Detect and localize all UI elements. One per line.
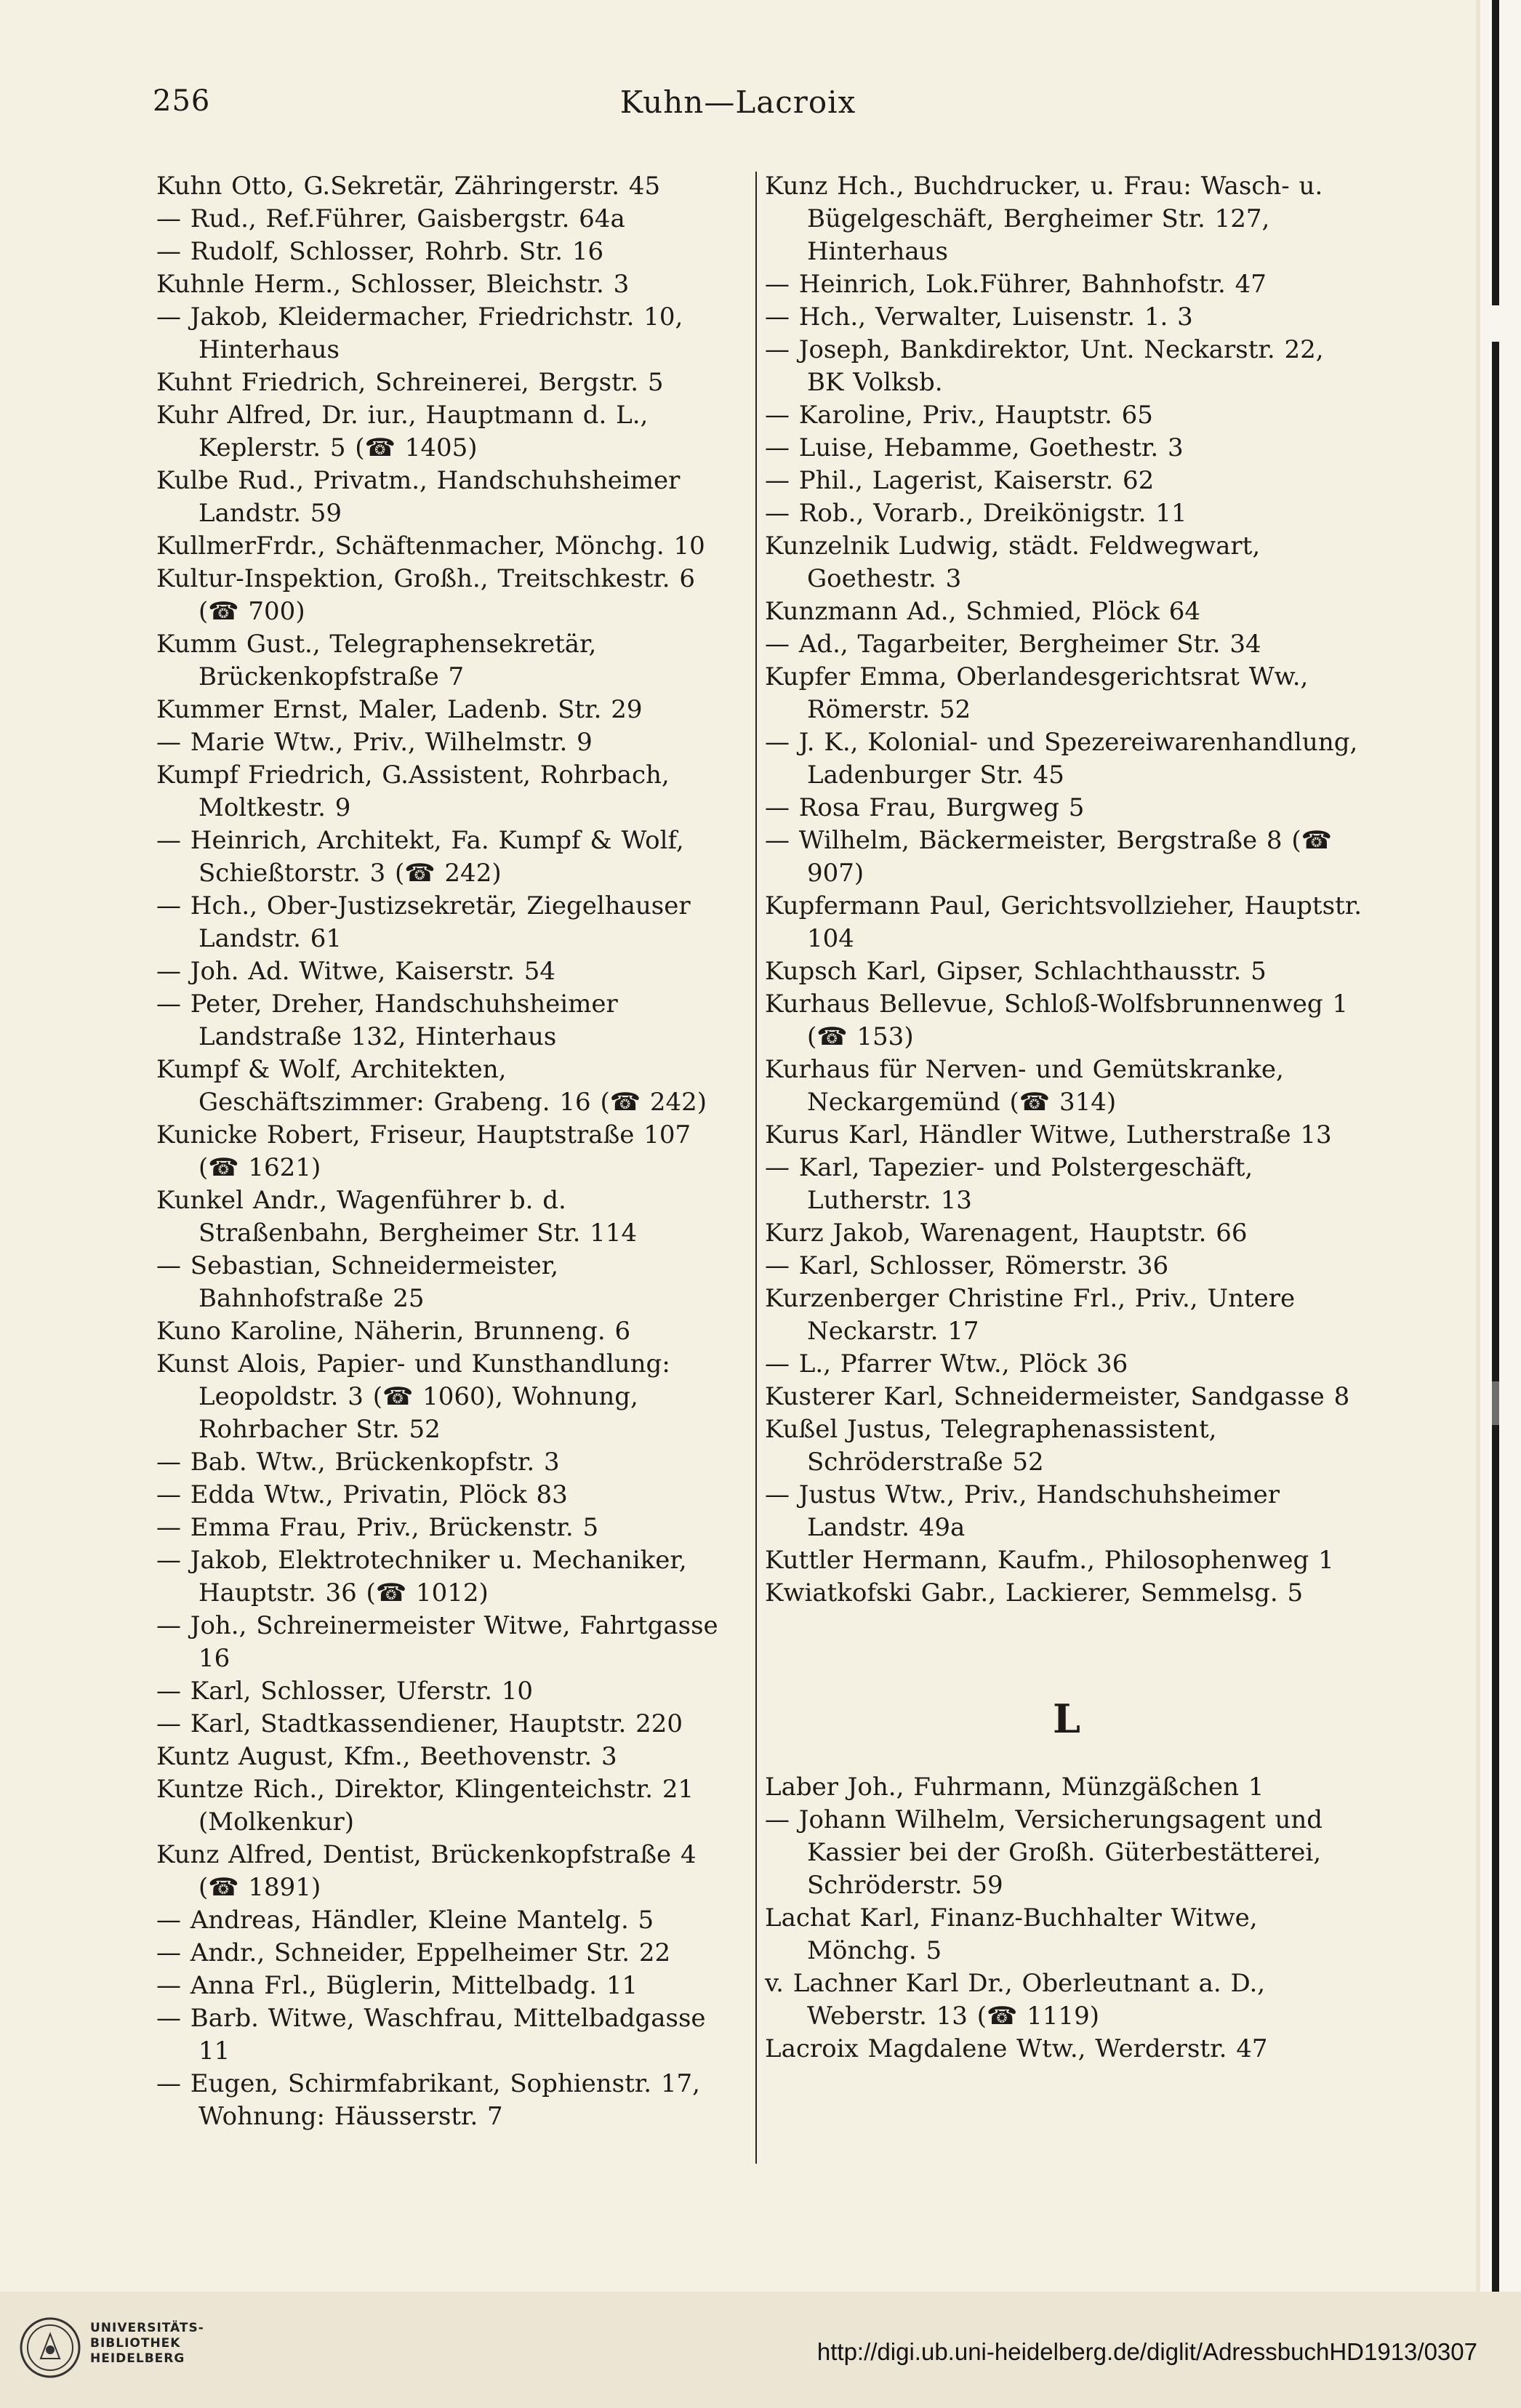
directory-entry: — Hch., Verwalter, Luisenstr. 1. 3: [765, 302, 1193, 332]
directory-entry: Kunicke Robert, Friseur, Hauptstraße 107 (☎ 1621): [156, 1120, 691, 1182]
directory-entry: Kumm Gust., Telegraphensekretär, Brückenkopfstraße 7: [156, 630, 597, 691]
directory-entry: Kumpf Friedrich, G.Assistent, Rohrbach, Moltkestr. 9: [156, 760, 670, 822]
directory-entry: Kuno Karoline, Näherin, Brunneng. 6: [156, 1317, 631, 1346]
directory-entry: — Rob., Vorarb., Dreikönigstr. 11: [765, 499, 1187, 528]
source-url-link[interactable]: http://digi.ub.uni-heidelberg.de/diglit/AdressbuchHD1913/0307: [816, 2338, 1477, 2365]
directory-entry: — Karl, Stadtkassendiener, Hauptstr. 220: [156, 1709, 683, 1738]
directory-entry: — Hch., Ober-Justizsekretär, Ziegelhauser Landstr. 61: [156, 891, 691, 953]
directory-entry: — Wilhelm, Bäckermeister, Bergstraße 8 (☎ 907): [765, 826, 1332, 888]
directory-entry: — Jakob, Elektrotechniker u. Mechaniker, Hauptstr. 36 (☎ 1012): [156, 1546, 687, 1608]
directory-entry: Kunz Hch., Buchdrucker, u. Frau: Wasch- u. Bügelgeschäft, Bergheimer Str. 127, Hinterhaus: [765, 172, 1323, 266]
directory-entry: Kunzelnik Ludwig, städt. Feldwegwart, Goethestr. 3: [765, 531, 1261, 593]
directory-entry: — L., Pfarrer Wtw., Plöck 36: [765, 1349, 1128, 1378]
directory-entry: Kuhnt Friedrich, Schreinerei, Bergstr. 5: [156, 368, 664, 397]
directory-entry: Kupsch Karl, Gipser, Schlachthausstr. 5: [765, 957, 1267, 986]
directory-entry: — Barb. Witwe, Waschfrau, Mittelbadgasse 11: [156, 2004, 706, 2066]
library-logo-text: [90, 2321, 204, 2367]
directory-entry: — Andr., Schneider, Eppelheimer Str. 22: [156, 1938, 671, 1967]
directory-entry: — Karl, Schlosser, Römerstr. 36: [765, 1251, 1169, 1280]
directory-entry: — Edda Wtw., Privatin, Plöck 83: [156, 1480, 568, 1509]
running-head: Kuhn—Lacroix: [619, 84, 856, 120]
directory-entry: Kumpf & Wolf, Architekten, Geschäftszimmer: Grabeng. 16 (☎ 242): [156, 1055, 707, 1117]
logo-line: BIBLIOTHEK: [90, 2336, 181, 2351]
directory-entry: Laber Joh., Fuhrmann, Münzgäßchen 1: [765, 1773, 1264, 1802]
directory-entry: — Andreas, Händler, Kleine Mantelg. 5: [156, 1906, 654, 1935]
right-column-entries: [765, 170, 1368, 1610]
directory-entry: Kwiatkofski Gabr., Lackierer, Semmelsg. 5: [765, 1578, 1304, 1608]
column-divider: [755, 172, 757, 2164]
directory-entry: Kurus Karl, Händler Witwe, Lutherstraße 13: [765, 1120, 1332, 1149]
directory-entry: Kurz Jakob, Warenagent, Hauptstr. 66: [765, 1219, 1248, 1248]
directory-entry: Kußel Justus, Telegraphenassistent, Schröderstraße 52: [765, 1415, 1217, 1477]
directory-entry: Kuhr Alfred, Dr. iur., Hauptmann d. L., Keplerstr. 5 (☎ 1405): [156, 401, 649, 462]
directory-entry: Kunkel Andr., Wagenführer b. d. Straßenbahn, Bergheimer Str. 114: [156, 1186, 638, 1248]
directory-entry: — Bab. Wtw., Brückenkopfstr. 3: [156, 1448, 560, 1477]
directory-entry: Kurhaus für Nerven- und Gemütskranke, Neckargemünd (☎ 314): [765, 1055, 1284, 1117]
directory-entry: Kultur-Inspektion, Großh., Treitschkestr. 6 (☎ 700): [156, 564, 696, 626]
directory-entry: Kurzenberger Christine Frl., Priv., Untere Neckarstr. 17: [765, 1284, 1296, 1346]
directory-entry: — J. K., Kolonial- und Spezereiwarenhandlung, Ladenburger Str. 45: [765, 728, 1358, 790]
directory-entry: — Joseph, Bankdirektor, Unt. Neckarstr. 22, BK Volksb.: [765, 335, 1324, 397]
right-column: [765, 170, 1368, 2066]
directory-entry: Lachat Karl, Finanz-Buchhalter Witwe, Mönchg. 5: [765, 1903, 1258, 1965]
directory-entry: — Marie Wtw., Priv., Wilhelmstr. 9: [156, 728, 593, 757]
page-edge-strip: [1480, 0, 1521, 2292]
university-seal-icon: [19, 2316, 81, 2379]
directory-entry: — Rud., Ref.Führer, Gaisbergstr. 64a: [156, 204, 625, 233]
directory-entry: Kunst Alois, Papier- und Kunsthandlung: Leopoldstr. 3 (☎ 1060), Wohnung, Rohrbacher Str. 52: [156, 1349, 670, 1444]
directory-entry: Kunz Alfred, Dentist, Brückenkopfstraße 4 (☎ 1891): [156, 1840, 697, 1902]
directory-entry: — Phil., Lagerist, Kaiserstr. 62: [765, 466, 1155, 495]
directory-entry: — Karoline, Priv., Hauptstr. 65: [765, 401, 1153, 430]
directory-entry: Kummer Ernst, Maler, Ladenb. Str. 29: [156, 695, 643, 724]
directory-entry: — Anna Frl., Büglerin, Mittelbadg. 11: [156, 1971, 638, 2000]
directory-entry: — Rudolf, Schlosser, Rohrb. Str. 16: [156, 237, 604, 266]
directory-entry: KullmerFrdr., Schäftenmacher, Mönchg. 10: [156, 531, 705, 561]
directory-entry: — Joh. Ad. Witwe, Kaiserstr. 54: [156, 957, 555, 986]
directory-entry: Kuttler Hermann, Kaufm., Philosophenweg 1: [765, 1546, 1334, 1575]
directory-entry: Kurhaus Bellevue, Schloß-Wolfsbrunnenweg 1 (☎ 153): [765, 990, 1349, 1051]
edge-rule: [1492, 0, 1499, 2292]
directory-entry: Lacroix Magdalene Wtw., Werderstr. 47: [765, 2034, 1268, 2063]
directory-entry: Kusterer Karl, Schneidermeister, Sandgasse 8: [765, 1382, 1350, 1411]
footer-bar: [0, 2292, 1521, 2408]
directory-entry: — Jakob, Kleidermacher, Friedrichstr. 10, Hinterhaus: [156, 302, 683, 364]
directory-entry: Kuhnle Herm., Schlosser, Bleichstr. 3: [156, 270, 630, 299]
directory-entry: — Heinrich, Architekt, Fa. Kumpf & Wolf, Schießtorstr. 3 (☎ 242): [156, 826, 684, 888]
directory-entry: — Karl, Schlosser, Uferstr. 10: [156, 1677, 534, 1706]
directory-entry: Kupfermann Paul, Gerichtsvollzieher, Hauptstr. 104: [765, 891, 1363, 953]
directory-entry: Kupfer Emma, Oberlandesgerichtsrat Ww., Römerstr. 52: [765, 662, 1309, 724]
directory-entry: — Luise, Hebamme, Goethestr. 3: [765, 433, 1184, 462]
directory-entry: Kuntz August, Kfm., Beethovenstr. 3: [156, 1742, 617, 1771]
directory-entry: — Heinrich, Lok.Führer, Bahnhofstr. 47: [765, 270, 1267, 299]
section-letter-heading: L: [1053, 1695, 1080, 1742]
directory-entry: — Karl, Tapezier- und Polstergeschäft, Lutherstr. 13: [765, 1153, 1253, 1215]
logo-line: HEIDELBERG: [90, 2351, 185, 2366]
directory-entry: — Justus Wtw., Priv., Handschuhsheimer Landstr. 49a: [765, 1480, 1280, 1542]
directory-entry: Kulbe Rud., Privatm., Handschuhsheimer Landstr. 59: [156, 466, 681, 528]
directory-entry: Kuntze Rich., Direktor, Klingenteichstr. 21 (Molkenkur): [156, 1775, 694, 1837]
directory-entry: Kunzmann Ad., Schmied, Plöck 64: [765, 597, 1200, 626]
directory-entry: Kuhn Otto, G.Sekretär, Zähringerstr. 45: [156, 172, 661, 201]
directory-entry: — Johann Wilhelm, Versicherungsagent und Kassier bei der Großh. Güterbestätterei, Schröderstr. 59: [765, 1805, 1323, 1900]
directory-entry: — Emma Frau, Priv., Brückenstr. 5: [156, 1513, 599, 1542]
directory-entry: — Peter, Dreher, Handschuhsheimer Landstraße 132, Hinterhaus: [156, 990, 618, 1051]
directory-entry: — Joh., Schreinermeister Witwe, Fahrtgasse 16: [156, 1611, 718, 1673]
directory-entry: — Sebastian, Schneidermeister, Bahnhofstraße 25: [156, 1251, 559, 1313]
directory-entry: — Rosa Frau, Burgweg 5: [765, 793, 1085, 822]
left-column: [156, 170, 731, 2133]
right-column-entries-l: [765, 1771, 1368, 2066]
logo-line: UNIVERSITÄTS-: [90, 2321, 204, 2335]
directory-entry: v. Lachner Karl Dr., Oberleutnant a. D., Weberstr. 13 (☎ 1119): [765, 1969, 1266, 2031]
directory-entry: — Ad., Tagarbeiter, Bergheimer Str. 34: [765, 630, 1261, 659]
directory-entry: — Eugen, Schirmfabrikant, Sophienstr. 17, Wohnung: Häusserstr. 7: [156, 2069, 700, 2131]
page-number: 256: [153, 84, 211, 118]
